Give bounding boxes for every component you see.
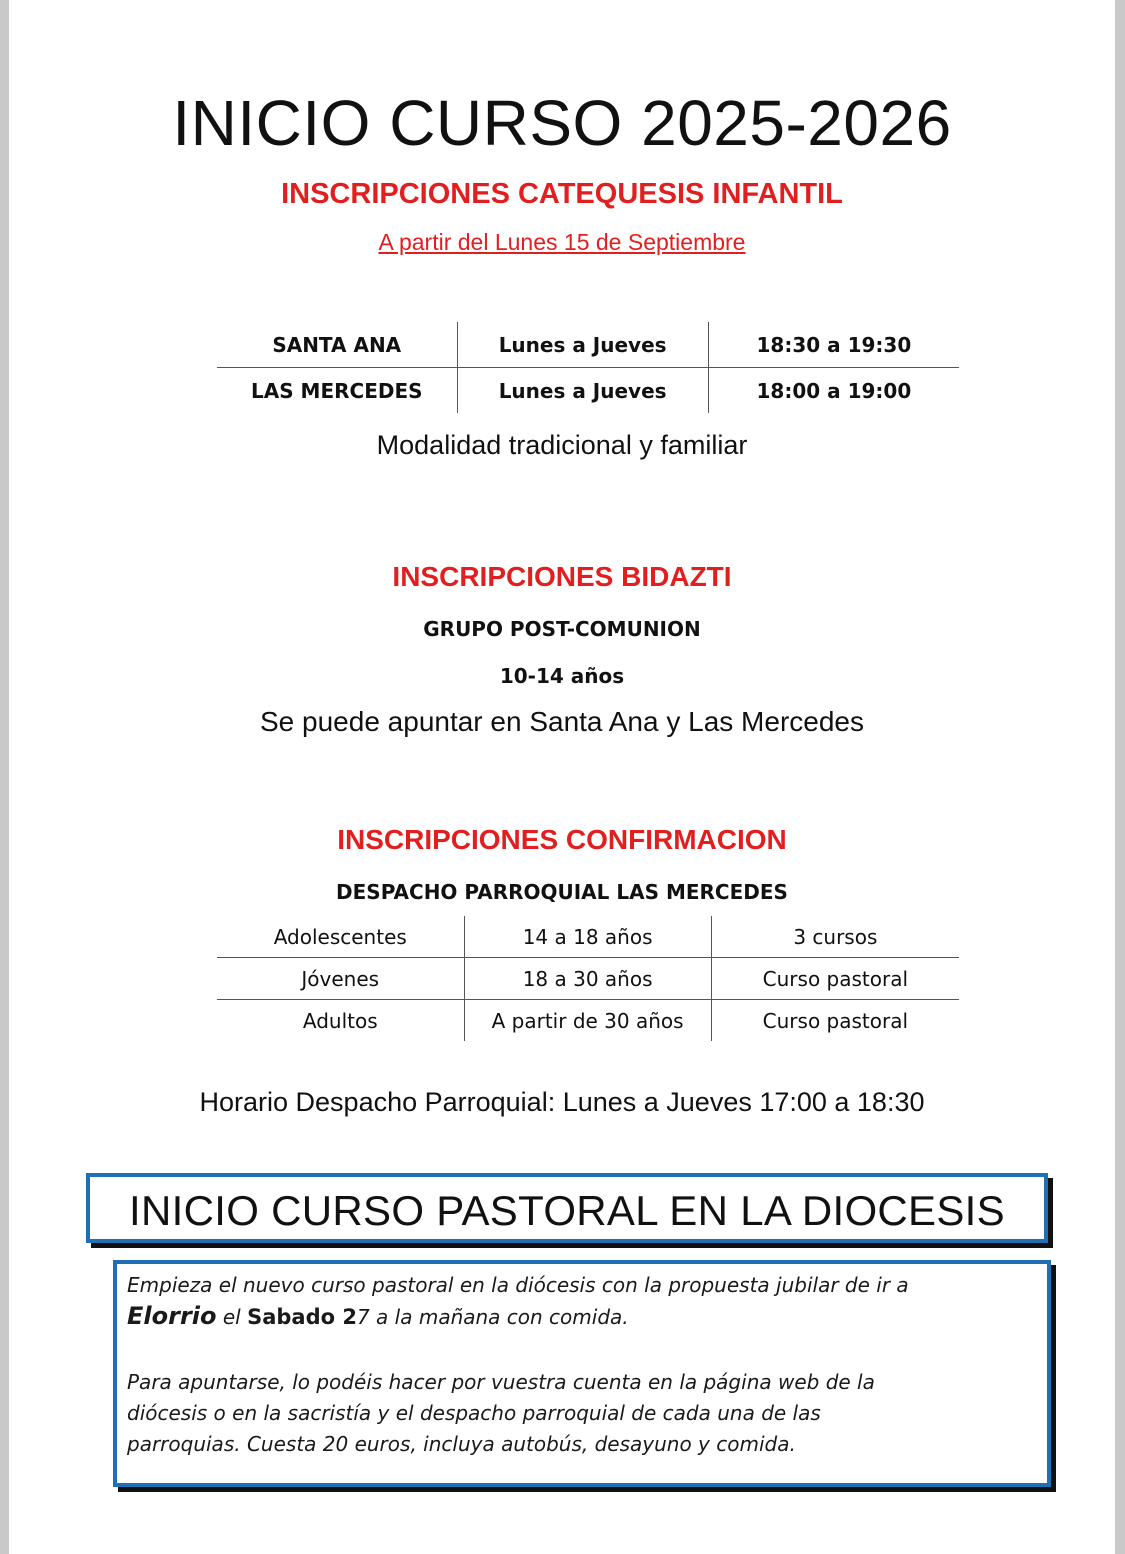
course-cell: 3 cursos bbox=[711, 916, 959, 958]
catequesis-start-date: A partir del Lunes 15 de Septiembre bbox=[378, 229, 746, 255]
group-cell: Adolescentes bbox=[273, 924, 407, 949]
main-title: INICIO CURSO 2025-2026 bbox=[172, 87, 952, 159]
confirmacion-table bbox=[217, 916, 959, 1041]
catequesis-heading: INSCRIPCIONES CATEQUESIS INFANTIL bbox=[281, 178, 843, 210]
days-cell: Lunes a Jueves bbox=[457, 322, 708, 368]
diocesis-paragraph-2 bbox=[127, 1367, 1047, 1460]
diocesis-p2-line: diócesis o en la sacristía y el despacho parroquial de cada una de las bbox=[127, 1401, 821, 1425]
time-cell: 18:00 a 19:00 bbox=[708, 368, 959, 414]
bidazti-note: Se puede apuntar en Santa Ana y Las Mercedes bbox=[260, 706, 864, 737]
bidazti-group: GRUPO POST-COMUNION bbox=[423, 617, 701, 641]
table-row bbox=[217, 1000, 959, 1042]
course-cell: Curso pastoral bbox=[711, 1000, 959, 1042]
diocesis-info-box bbox=[113, 1260, 1051, 1487]
diocesis-paragraph-1 bbox=[127, 1270, 1047, 1333]
group-cell: Jóvenes bbox=[217, 958, 464, 1000]
diocesis-p1-text: Empieza el nuevo curso pastoral en la diócesis con la propuesta jubilar de ir a bbox=[127, 1273, 909, 1297]
bidazti-ages: 10-14 años bbox=[499, 664, 625, 688]
table-row bbox=[217, 368, 959, 414]
diocesis-title-box bbox=[86, 1173, 1048, 1243]
diocesis-p1-el: el bbox=[216, 1305, 248, 1329]
ages-cell: 14 a 18 años bbox=[464, 916, 711, 958]
diocesis-place: Elorrio bbox=[127, 1302, 217, 1330]
ages-cell: A partir de 30 años bbox=[464, 1000, 711, 1042]
diocesis-p2-line: parroquias. Cuesta 20 euros, incluya autobús, desayuno y comida. bbox=[127, 1432, 796, 1456]
bidazti-heading: INSCRIPCIONES BIDAZTI bbox=[392, 561, 732, 592]
group-cell: Adultos bbox=[217, 1000, 464, 1042]
confirmacion-heading: INSCRIPCIONES CONFIRMACION bbox=[337, 824, 787, 855]
diocesis-day: Sabado 2 bbox=[247, 1305, 357, 1329]
time-cell: 18:30 a 19:30 bbox=[708, 322, 959, 368]
table-row bbox=[217, 322, 959, 368]
confirmacion-office: DESPACHO PARROQUIAL LAS MERCEDES bbox=[336, 880, 788, 904]
catequesis-schedule-table bbox=[217, 322, 959, 413]
ages-cell: 18 a 30 años bbox=[464, 958, 711, 1000]
days-cell: Lunes a Jueves bbox=[457, 368, 708, 414]
table-row bbox=[217, 916, 959, 958]
office-hours: Horario Despacho Parroquial: Lunes a Jueves 17:00 a 18:30 bbox=[199, 1087, 925, 1117]
diocesis-title: INICIO CURSO PASTORAL EN LA DIOCESIS bbox=[129, 1187, 1005, 1234]
table-row bbox=[217, 958, 959, 1000]
place-cell: LAS MERCEDES bbox=[217, 368, 457, 414]
place-cell: SANTA ANA bbox=[272, 332, 402, 357]
course-cell: Curso pastoral bbox=[711, 958, 959, 1000]
diocesis-p1-rest: 7 a la mañana con comida. bbox=[356, 1305, 629, 1329]
flyer-page bbox=[9, 0, 1115, 1554]
diocesis-p2-line: Para apuntarse, lo podéis hacer por vuestra cuenta en la página web de la bbox=[127, 1370, 875, 1394]
catequesis-modalidad: Modalidad tradicional y familiar bbox=[376, 430, 748, 460]
